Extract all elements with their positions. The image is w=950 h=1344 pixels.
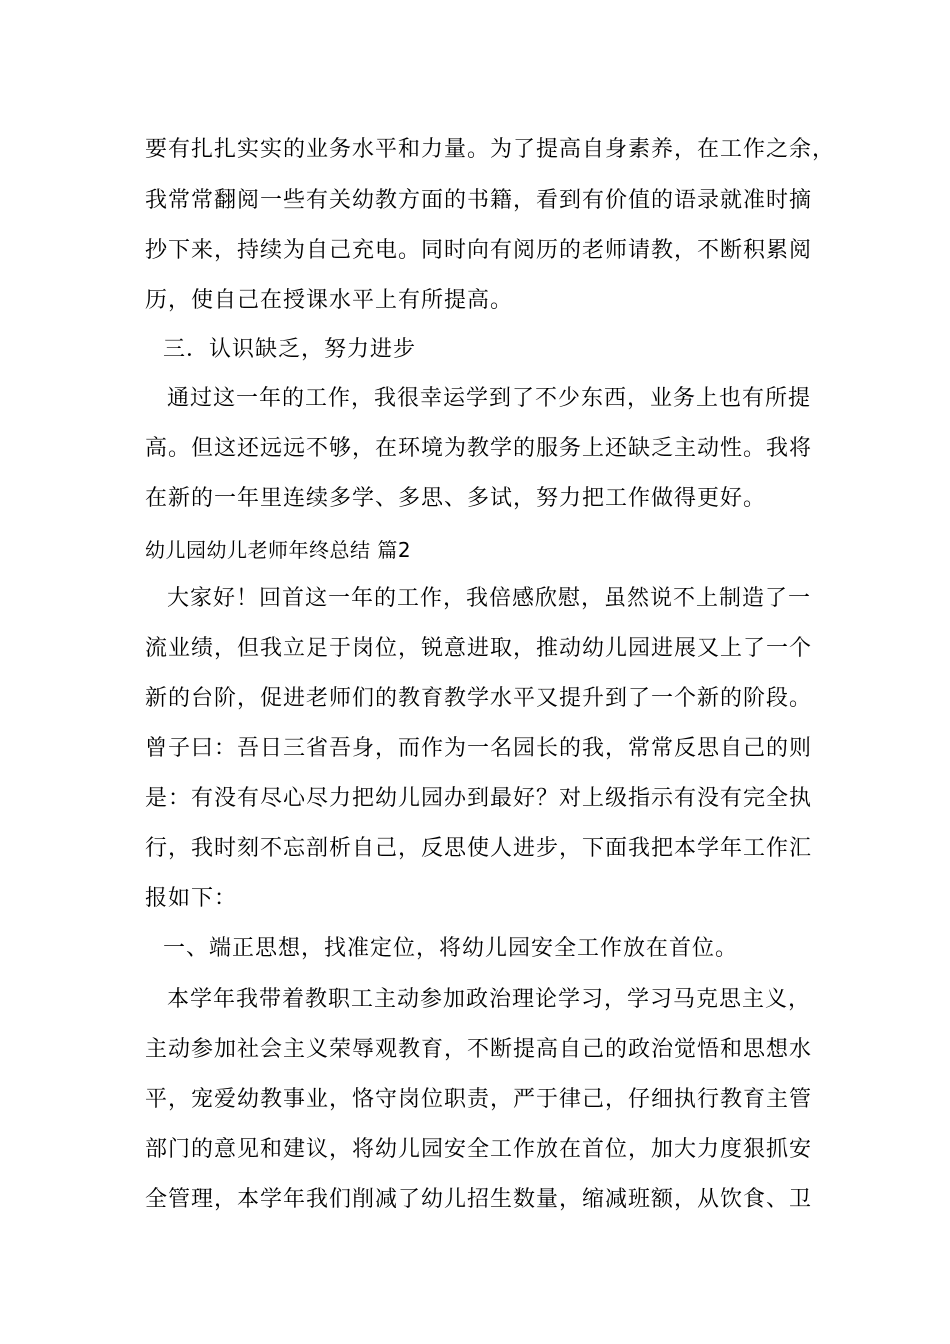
paragraph-line: 报如下：	[145, 886, 238, 911]
paragraph-line: 我常常翻阅一些有关幼教方面的书籍，看到有价值的语录就准时摘	[145, 188, 813, 213]
paragraph-line: 通过这一年的工作，我很幸运学到了不少东西，业务上也有所提	[167, 386, 812, 411]
paragraph-line: 要有扎扎实实的业务水平和力量。为了提高自身素养，在工作之余，	[145, 137, 836, 162]
paragraph-line: 平，宠爱幼教事业，恪守岗位职责，严于律己，仔细执行教育主管	[145, 1087, 813, 1112]
paragraph-line: 曾子曰：吾日三省吾身，而作为一名园长的我，常常反思自己的则	[145, 736, 813, 761]
section-heading: 一、端正思想，找准定位，将幼儿园安全工作放在首位。	[163, 936, 739, 961]
section-heading: 三．认识缺乏，努力进步	[163, 337, 417, 362]
paragraph-line: 新的台阶，促进老师们的教育教学水平又提升到了一个新的阶段。	[145, 686, 813, 711]
document-title: 幼儿园幼儿老师年终总结 篇2	[145, 538, 412, 562]
paragraph-line: 流业绩，但我立足于岗位，锐意进取，推动幼儿园进展又上了一个	[145, 636, 813, 661]
paragraph-line: 历，使自己在授课水平上有所提高。	[145, 288, 514, 313]
paragraph-line: 本学年我带着教职工主动参加政治理论学习，学习马克思主义，	[167, 987, 812, 1012]
paragraph-line: 行，我时刻不忘剖析自己，反思使人进步，下面我把本学年工作汇	[145, 836, 813, 861]
paragraph-line: 全管理，本学年我们削减了幼儿招生数量，缩减班额，从饮食、卫	[145, 1187, 813, 1212]
paragraph-line: 是：有没有尽心尽力把幼儿园办到最好？对上级指示有没有完全执	[145, 786, 813, 811]
paragraph-line: 抄下来，持续为自己充电。同时向有阅历的老师请教，不断积累阅	[145, 238, 813, 263]
paragraph-line: 大家好！回首这一年的工作，我倍感欣慰，虽然说不上制造了一	[167, 586, 812, 611]
paragraph-line: 在新的一年里连续多学、多思、多试，努力把工作做得更好。	[145, 486, 767, 511]
paragraph-line: 主动参加社会主义荣辱观教育，不断提高自己的政治觉悟和思想水	[145, 1037, 813, 1062]
paragraph-line: 高。但这还远远不够，在环境为教学的服务上还缺乏主动性。我将	[145, 436, 813, 461]
paragraph-line: 部门的意见和建议，将幼儿园安全工作放在首位，加大力度狠抓安	[145, 1137, 813, 1162]
